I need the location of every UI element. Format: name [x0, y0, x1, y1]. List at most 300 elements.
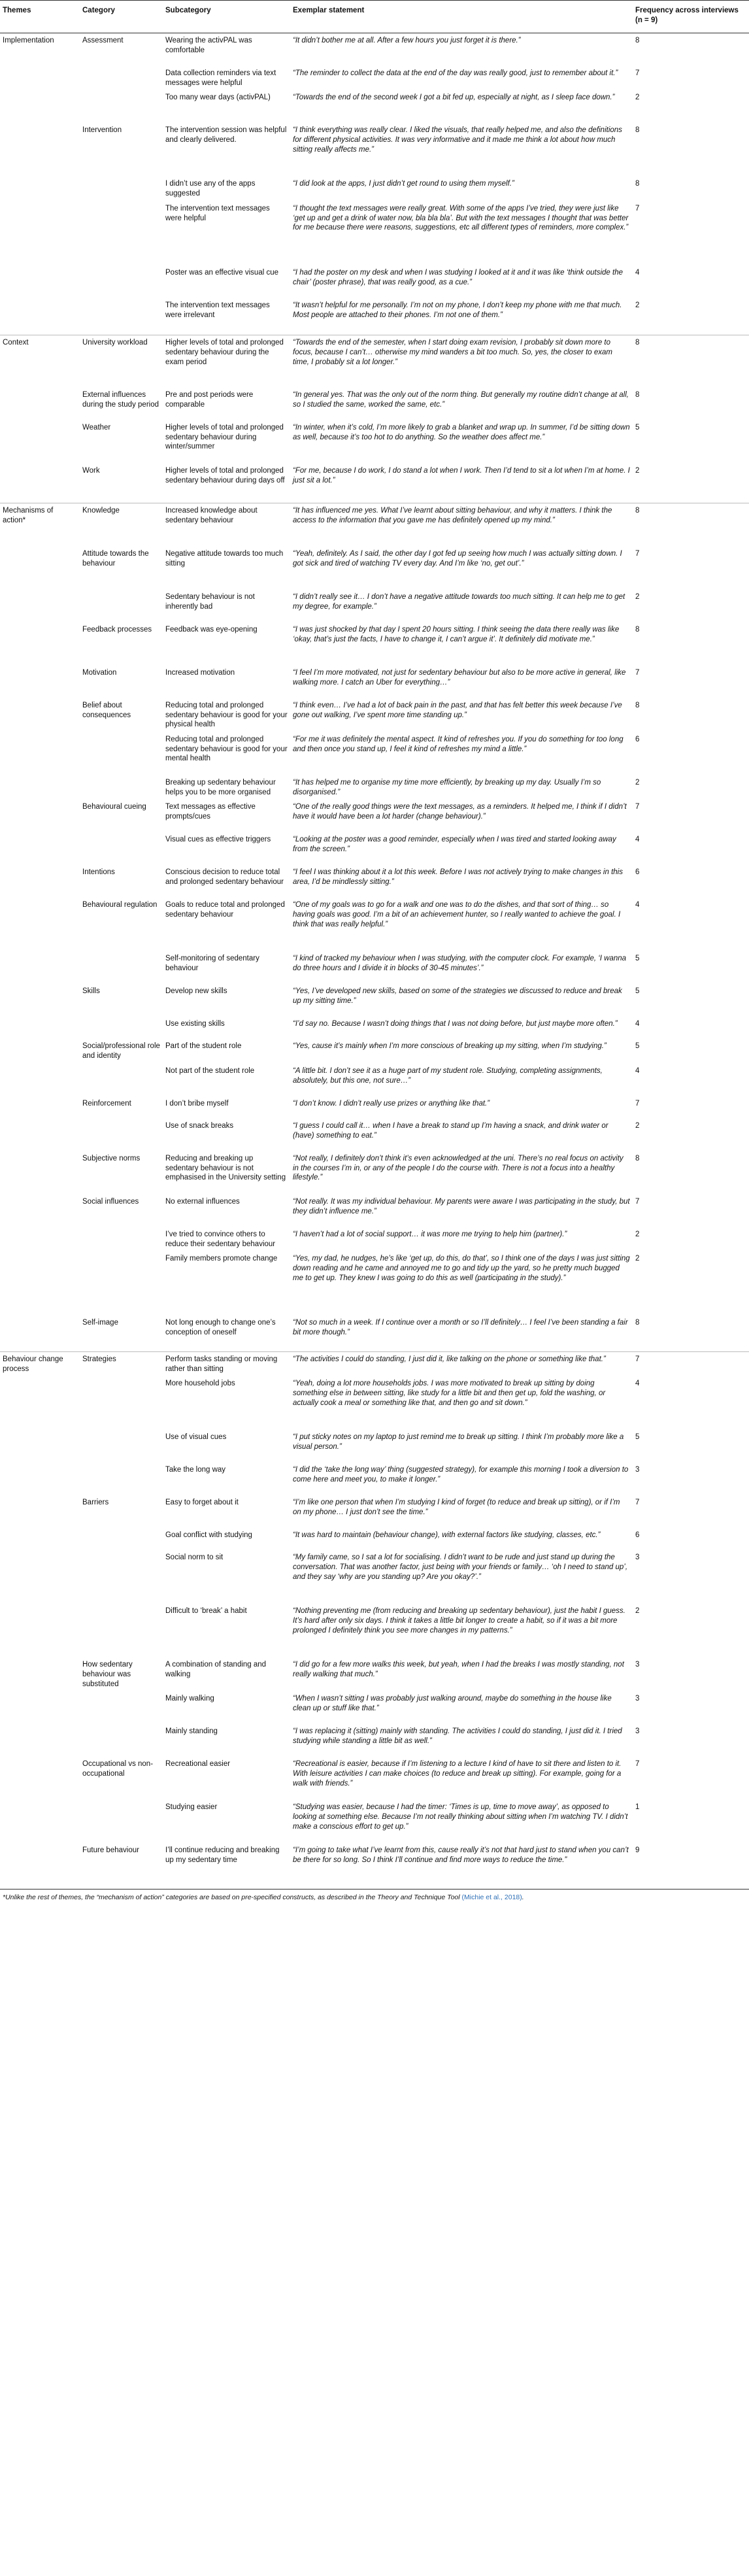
- theme-cell: [0, 1843, 80, 1889]
- table-row: [0, 1017, 749, 1039]
- subcategory-cell: Use of snack breaks: [165, 1121, 234, 1130]
- theme-cell: Mechanisms of action*: [3, 507, 54, 525]
- exemplar-statement-cell: “I think even… I’ve had a lot of back pain in the past, and that has felt better this week because I’ve gone out walking, I’ve spent more time standing up.”: [293, 701, 622, 719]
- table-row: [0, 388, 749, 420]
- theme-cell: [0, 1528, 80, 1550]
- subcategory-cell: Take the long way: [165, 1466, 226, 1474]
- subcategory-cell: Use existing skills: [165, 1020, 225, 1028]
- theme-cell: [0, 66, 80, 90]
- exemplar-statement-cell: “For me, because I do work, I do stand a lot when I work. Then I’d tend to sit a lot when I’m at home. I just sit a lot.”: [290, 464, 633, 503]
- subcategory-cell: Text messages as effective prompts/cues: [165, 803, 256, 821]
- frequency-cell: 2: [635, 1121, 640, 1130]
- subcategory-cell: The intervention session was helpful and clearly delivered.: [165, 126, 287, 144]
- exemplar-statement-cell: “I was just shocked by that day I spent 20 hours sitting. I think seeing the data there really was like ‘okay, that’s just the facts, I have to change it, I can’t argue it’. It definitely did motivate me.”: [293, 625, 620, 643]
- exemplar-statement-cell: “Not really. It was my individual behaviour. My parents were aware I was participating in the study, but they didn’t influence me.”: [293, 1197, 630, 1215]
- subcategory-cell: Family members promote change: [165, 1255, 278, 1263]
- subcategory-cell: Poster was an effective visual cue: [165, 268, 279, 277]
- subcategory-cell: Too many wear days (activPAL): [165, 93, 271, 102]
- subcategory-cell: Use of visual cues: [165, 1433, 227, 1442]
- header-subcategory: Subcategory: [163, 1, 290, 33]
- exemplar-statement-cell: “I feel I’m more motivated, not just for sedentary behaviour but also to be more active in general, like walking more. I catch an Uber for everything…”: [293, 668, 626, 686]
- category-cell: [80, 1550, 163, 1604]
- subcategory-cell: Higher levels of total and prolonged sedentary behaviour during days off: [163, 464, 290, 503]
- theme-cell: [0, 1064, 80, 1096]
- table-row: [0, 1119, 749, 1151]
- table-row: [0, 123, 749, 177]
- theme-cell: [0, 865, 80, 898]
- category-cell: [80, 1528, 163, 1550]
- header-exemplar-statement: Exemplar statement: [290, 1, 633, 33]
- category-cell: [80, 201, 163, 265]
- category-cell: Weather: [82, 423, 111, 432]
- frequency-cell: 8: [635, 390, 640, 399]
- frequency-cell: 3: [635, 1553, 640, 1562]
- table-row: [0, 898, 749, 951]
- subcategory-cell: Increased motivation: [165, 668, 235, 677]
- subcategory-cell: Goals to reduce total and prolonged sedentary behaviour: [165, 901, 285, 919]
- frequency-cell: 7: [635, 204, 640, 212]
- theme-cell: [0, 1039, 80, 1063]
- subcategory-cell: Sedentary behaviour is not inherently bad: [165, 592, 255, 611]
- frequency-cell: 3: [635, 1466, 640, 1474]
- table-row: [0, 1528, 749, 1550]
- frequency-cell: 2: [635, 1230, 640, 1238]
- exemplar-statement-cell: “Looking at the poster was a good reminder, especially when I was tired and started looking away from the screen.”: [293, 836, 616, 854]
- theme-cell: [0, 622, 80, 666]
- table-row: [0, 1724, 749, 1757]
- subcategory-cell: I’ll continue reducing and breaking up my sedentary time: [163, 1843, 290, 1889]
- exemplar-statement-cell: “I’d say no. Because I wasn’t doing things that I was not doing before, but just maybe more often.”: [293, 1020, 618, 1028]
- table-row: [0, 622, 749, 666]
- table-row: [0, 832, 749, 865]
- exemplar-statement-cell: “A little bit. I don’t see it as a huge part of my student role. Studying, completing assignments, absolutely, but this one, not sure…”: [293, 1066, 603, 1085]
- subcategory-cell: Difficult to ‘break’ a habit: [165, 1607, 247, 1616]
- theme-cell: [0, 1657, 80, 1691]
- category-cell: Feedback processes: [82, 625, 152, 634]
- table-footnote: [0, 1890, 749, 1905]
- theme-cell: [0, 177, 80, 201]
- theme-cell: [0, 298, 80, 335]
- exemplar-statement-cell: “One of my goals was to go for a walk and one was to do the dishes, and that sort of thing… so having goals was good. I’m a bit of an achievement hunter, so I really wanted to achieve the goal. I think that was really helpful.”: [293, 901, 621, 928]
- category-cell: [80, 1800, 163, 1843]
- frequency-cell: 2: [633, 298, 749, 335]
- frequency-cell: 5: [635, 1433, 640, 1442]
- table-row: [0, 1757, 749, 1800]
- category-cell: [80, 1463, 163, 1495]
- frequency-cell: 2: [635, 1255, 640, 1263]
- category-cell: [80, 1430, 163, 1463]
- subcategory-cell: Pre and post periods were comparable: [165, 390, 254, 409]
- category-cell: Occupational vs non-occupational: [82, 1760, 154, 1778]
- frequency-cell: 2: [635, 93, 640, 102]
- theme-cell: Behaviour change process: [3, 1355, 63, 1373]
- theme-cell: [0, 1800, 80, 1843]
- category-cell: [80, 732, 163, 775]
- subcategory-cell: Studying easier: [165, 1803, 218, 1812]
- theme-cell: [0, 388, 80, 420]
- frequency-cell: 4: [635, 901, 640, 909]
- exemplar-statement-cell: “I don’t know. I didn’t really use prizes or anything like that.”: [293, 1099, 490, 1108]
- theme-cell: [0, 1757, 80, 1800]
- theme-cell: [0, 590, 80, 622]
- table-row: [0, 1691, 749, 1724]
- frequency-cell: 2: [635, 592, 640, 601]
- frequency-cell: 5: [635, 955, 640, 963]
- table-row: [0, 335, 749, 388]
- category-cell: [80, 951, 163, 984]
- category-cell: Strategies: [82, 1355, 116, 1363]
- frequency-cell: 3: [635, 1727, 640, 1736]
- subcategory-cell: Mainly standing: [165, 1727, 218, 1736]
- exemplar-statement-cell: “I thought the text messages were really great. With some of the apps I’ve tried, they were just like ‘get up and get a drink of water now, bla bla bla’. But with the text messages I thought that was better for me because there were reasons, suggestions, etc all different types of reminders, more complex.”: [293, 204, 629, 232]
- exemplar-statement-cell: “I was replacing it (sitting) mainly with standing. The activities I could do standing, I just did it. I tried studying while standing a little bit as well.”: [293, 1727, 622, 1746]
- table-row: [0, 1430, 749, 1463]
- theme-cell: [0, 1195, 80, 1227]
- category-cell: Intentions: [82, 868, 115, 877]
- category-cell: External influences during the study period: [82, 390, 159, 409]
- table-row: [0, 775, 749, 800]
- theme-cell: [0, 1691, 80, 1724]
- exemplar-statement-cell: “I did the ‘take the long way’ thing (suggested strategy), for example this morning I took a diversion to come here and meet you, to make it longer.”: [293, 1466, 629, 1483]
- table-row: [0, 1657, 749, 1691]
- subcategory-cell: Data collection reminders via text messages were helpful: [165, 69, 276, 87]
- frequency-cell: 6: [635, 735, 640, 743]
- frequency-cell: 2: [633, 464, 749, 503]
- exemplar-statement-cell: “Yes, cause it’s mainly when I’m more conscious of breaking up my sitting, when I’m studying.”: [293, 1042, 607, 1051]
- subcategory-cell: Visual cues as effective triggers: [165, 836, 271, 844]
- subcategory-cell: Recreational easier: [165, 1760, 231, 1769]
- category-cell: Knowledge: [82, 507, 120, 515]
- category-cell: Work: [80, 464, 163, 503]
- subcategory-cell: Perform tasks standing or moving rather than sitting: [165, 1355, 278, 1373]
- category-cell: [80, 1251, 163, 1315]
- frequency-cell: 8: [635, 37, 640, 45]
- subcategory-cell: Not part of the student role: [165, 1066, 255, 1075]
- exemplar-statement-cell: “Yes, my dad, he nudges, he’s like ‘get up, do this, do that’, so I think one of the days I was just sitting down reading and he came and annoyed me to go and tidy up the yard, so he pretty much bugged me to get up. They knew I was going to do this as well (participating in the study).”: [293, 1255, 630, 1282]
- category-cell: Assessment: [82, 37, 124, 45]
- exemplar-statement-cell: “It wasn’t helpful for me personally. I’m not on my phone, I don’t keep my phone with me that much. Most people are attached to their phones. I’m not one of them.”: [290, 298, 633, 335]
- category-cell: [80, 775, 163, 800]
- table-row: [0, 503, 749, 547]
- table-row: [0, 951, 749, 984]
- header-frequency: Frequency across interviews (n = 9): [633, 1, 749, 33]
- exemplar-statement-cell: “I didn’t really see it… I don’t have a negative attitude towards too much sitting. It can help me to get my degree, for example.”: [293, 592, 625, 611]
- frequency-cell: 5: [635, 1042, 640, 1051]
- exemplar-statement-cell: “I guess I could call it… when I have a break to stand up I’m having a snack, and drink water or (have) something to eat.”: [293, 1121, 608, 1140]
- category-cell: [80, 832, 163, 865]
- exemplar-statement-cell: “I did look at the apps, I just didn’t get round to using them myself.”: [293, 180, 514, 188]
- exemplar-statement-cell: “I feel I was thinking about it a lot this week. Before I was not actively trying to make changes in this area, I’d be mindlessly sitting.”: [293, 868, 623, 887]
- subcategory-cell: Social norm to sit: [165, 1553, 224, 1562]
- frequency-cell: 7: [635, 69, 640, 77]
- frequency-cell: 8: [635, 625, 640, 634]
- table-row: [0, 732, 749, 775]
- theme-cell: [0, 265, 80, 298]
- table-row: [0, 1251, 749, 1315]
- table-row: [0, 590, 749, 622]
- theme-cell: [0, 1495, 80, 1528]
- category-cell: Skills: [82, 987, 100, 996]
- subcategory-cell: Not long enough to change one’s conception of oneself: [163, 1315, 290, 1351]
- theme-cell: [0, 1604, 80, 1657]
- category-cell: [80, 1017, 163, 1039]
- table-row: [0, 1351, 749, 1376]
- frequency-cell: 5: [635, 987, 640, 996]
- category-cell: [80, 1227, 163, 1251]
- table-row: [0, 1604, 749, 1657]
- subcategory-cell: Develop new skills: [165, 987, 227, 996]
- frequency-cell: 6: [635, 1531, 640, 1540]
- frequency-cell: 5: [635, 423, 640, 432]
- theme-cell: [0, 832, 80, 865]
- header-themes: Themes: [0, 1, 80, 33]
- frequency-cell: 8: [635, 1154, 640, 1162]
- theme-cell: [0, 1376, 80, 1430]
- frequency-cell: 8: [635, 126, 640, 135]
- theme-cell: [0, 1430, 80, 1463]
- exemplar-statement-cell: “Towards the end of the second week I got a bit fed up, especially at night, as I sleep face down.”: [293, 93, 615, 102]
- frequency-cell: 4: [635, 836, 640, 844]
- table-row: [0, 698, 749, 732]
- theme-cell: [0, 732, 80, 775]
- frequency-cell: 2: [635, 778, 640, 787]
- exemplar-statement-cell: “It has helped me to organise my time more efficiently, by breaking up my day. Usually I’m so disorganised.”: [293, 778, 601, 796]
- frequency-cell: 8: [635, 701, 640, 709]
- subcategory-cell: A combination of standing and walking: [165, 1661, 267, 1678]
- subcategory-cell: Reducing total and prolonged sedentary behaviour is good for your mental health: [165, 735, 288, 763]
- exemplar-statement-cell: “Studying was easier, because I had the timer: ‘Times is up, time to move away’, as opposed to looking at something else. Because I’m not really thinking about sitting when I’m watching TV. I didn’t make a conscious effort to get up.”: [293, 1803, 628, 1831]
- exemplar-statement-cell: “I think everything was really clear. I liked the visuals, that really helped me, and also the definitions for different physical activities. It was very informative and it made me think a lot about how much sitting really affects me.”: [293, 126, 622, 154]
- exemplar-statement-cell: “It was hard to maintain (behaviour change), with external factors like studying, classes, etc.”: [293, 1531, 601, 1540]
- footnote-end: .: [522, 1893, 524, 1901]
- frequency-cell: 7: [635, 1499, 640, 1507]
- subcategory-cell: Breaking up sedentary behaviour helps you to be more organised: [165, 778, 276, 796]
- table-body: [0, 33, 749, 1889]
- category-cell: Reinforcement: [82, 1099, 131, 1108]
- footnote-citation-link[interactable]: (Michie et al., 2018): [461, 1893, 522, 1901]
- exemplar-statement-cell: “One of the really good things were the text messages, as a reminders. It helped me, I think if I didn’t have it would have been a lot harder (change behaviour).”: [293, 803, 627, 821]
- table-row: [0, 1195, 749, 1227]
- frequency-cell: 4: [635, 1380, 640, 1388]
- subcategory-cell: I don’t bribe myself: [165, 1099, 229, 1108]
- subcategory-cell: Feedback was eye-opening: [165, 625, 258, 634]
- frequency-cell: 8: [635, 339, 640, 347]
- theme-cell: [0, 1119, 80, 1151]
- exemplar-statement-cell: “The activities I could do standing, I just did it, like talking on the phone or something like that.”: [293, 1355, 606, 1363]
- category-cell: [80, 1691, 163, 1724]
- category-cell: Social influences: [82, 1197, 139, 1206]
- table-row: [0, 1096, 749, 1119]
- table-row: [0, 420, 749, 464]
- theme-cell: [0, 666, 80, 698]
- exemplar-statement-cell: “I haven’t had a lot of social support… it was more me trying to help him (partner).”: [293, 1230, 567, 1238]
- category-cell: Future behaviour: [80, 1843, 163, 1889]
- exemplar-statement-cell: “I’m like one person that when I’m studying I kind of forget (to reduce and break up sitting), or if I’m on my phone… I just don’t see the time.”: [293, 1499, 620, 1516]
- theme-cell: [0, 420, 80, 464]
- exemplar-statement-cell: “Yes, I’ve developed new skills, based on some of the strategies we discussed to reduce and break up my sitting time.”: [293, 987, 622, 1006]
- subcategory-cell: The intervention text messages were helpful: [165, 204, 270, 222]
- exemplar-statement-cell: “Nothing preventing me (from reducing and breaking up sedentary behaviour), just the habit I guess. It’s hard after only six days. I think it takes a little bit longer to create a habit, so if it was a bit more prolonged I definitely think you see more changes in my patterns.”: [293, 1607, 625, 1635]
- category-cell: [80, 1064, 163, 1096]
- table-row: [0, 1064, 749, 1096]
- category-cell: University workload: [82, 339, 148, 347]
- exemplar-statement-cell: “I did go for a few more walks this week, but yeah, when I had the breaks I was mostly standing, not really walking that much.”: [293, 1661, 624, 1678]
- header-category: Category: [80, 1, 163, 33]
- category-cell: Social/professional role and identity: [82, 1042, 160, 1060]
- subcategory-cell: Negative attitude towards too much sitting: [165, 549, 284, 568]
- exemplar-statement-cell: “I kind of tracked my behaviour when I was studying, with the computer clock. For example, ‘I wanna do three hours and I divide it in blocks of 30-45 minutes’.”: [293, 955, 627, 973]
- theme-cell: Implementation: [3, 37, 54, 45]
- exemplar-statement-cell: “I’m going to take what I’ve learnt from this, cause really it’s not that hard just to stand when you can’t be there for so long. So I think I’ll continue and find more ways to reduce the time.”: [290, 1843, 633, 1889]
- table-row: [0, 1227, 749, 1251]
- subcategory-cell: The intervention text messages were irrelevant: [163, 298, 290, 335]
- footnote-text: *Unlike the rest of themes, the “mechanism of action” categories are based on pre-specified constructs, as described in the Theory and Technique Tool: [3, 1893, 460, 1901]
- exemplar-statement-cell: “Yeah, definitely. As I said, the other day I got fed up seeing how much I was actually sitting down. I got sick and tired of watching TV every day. And I’m like ‘no, get out’.”: [293, 549, 622, 568]
- table-row: [0, 1376, 749, 1430]
- theme-cell: [0, 1096, 80, 1119]
- theme-cell: [0, 1724, 80, 1757]
- frequency-cell: 1: [635, 1803, 640, 1812]
- category-cell: [80, 1724, 163, 1757]
- theme-cell: Context: [3, 339, 29, 347]
- table-row: [0, 1039, 749, 1063]
- exemplar-statement-cell: “Not so much in a week. If I continue over a month or so I’ll definitely… I feel I’ve been standing a fair bit more though.”: [290, 1315, 633, 1351]
- category-cell: [80, 66, 163, 90]
- frequency-cell: 6: [635, 868, 640, 877]
- exemplar-statement-cell: “The reminder to collect the data at the end of the day was really good, just to remember about it.”: [293, 69, 618, 77]
- table-row: [0, 666, 749, 698]
- frequency-cell: 7: [635, 1099, 640, 1108]
- subcategory-cell: Mainly walking: [165, 1695, 214, 1703]
- category-cell: [80, 265, 163, 298]
- exemplar-statement-cell: “When I wasn’t sitting I was probably just walking around, maybe do something in the house like clean up or stuff like that.”: [293, 1695, 612, 1713]
- theme-cell: [0, 984, 80, 1017]
- frequency-cell: 4: [635, 1066, 640, 1075]
- subcategory-cell: Easy to forget about it: [165, 1499, 239, 1507]
- table-row: [0, 464, 749, 503]
- table-row: [0, 1463, 749, 1495]
- frequency-cell: 7: [635, 1197, 640, 1206]
- exemplar-statement-cell: “In winter, when it’s cold, I’m more likely to grab a blanket and wrap up. In summer, I’d be sitting down as well, because it’s too hot to do anything. So the weather does affect me.”: [293, 423, 630, 441]
- theme-cell: [0, 951, 80, 984]
- exemplar-statement-cell: “In general yes. That was the only out of the norm thing. But generally my routine didn’t change at all, so I studied the same, worked the same, etc.”: [293, 390, 629, 409]
- frequency-cell: 7: [635, 1760, 640, 1769]
- category-cell: [80, 298, 163, 335]
- theme-cell: [0, 698, 80, 732]
- table-row: [0, 865, 749, 898]
- exemplar-statement-cell: “I had the poster on my desk and when I was studying I looked at it and it was like ‘think outside the chair’ (poster phrase), that was really good, as a cue.”: [293, 268, 624, 286]
- table-row: [0, 1550, 749, 1604]
- exemplar-statement-cell: “It didn’t bother me at all. After a few hours you just forget it is there.”: [293, 37, 521, 45]
- frequency-cell: 3: [635, 1695, 640, 1703]
- exemplar-statement-cell: “My family came, so I sat a lot for socialising. I didn’t want to be rude and just stand up during the conversation. That was another factor, just being with your friends or family… ‘oh I need to stand up’, and they say ‘why are you standing up? Are you okay?’.”: [293, 1553, 628, 1581]
- subcategory-cell: Part of the student role: [165, 1042, 242, 1051]
- subcategory-cell: Goal conflict with studying: [165, 1531, 252, 1540]
- category-cell: [80, 1119, 163, 1151]
- table-row: [0, 800, 749, 832]
- category-cell: Self-image: [80, 1315, 163, 1351]
- table-row: [0, 298, 749, 335]
- table-row: [0, 265, 749, 298]
- frequency-cell: 8: [633, 1315, 749, 1351]
- table-row: [0, 201, 749, 265]
- theme-cell: [0, 1315, 80, 1351]
- table-row: [0, 90, 749, 123]
- theme-cell: [0, 464, 80, 503]
- table-row: [0, 1800, 749, 1843]
- theme-cell: [0, 123, 80, 177]
- category-cell: Subjective norms: [82, 1154, 141, 1162]
- subcategory-cell: Reducing and breaking up sedentary behaviour is not emphasised in the University setting: [165, 1154, 286, 1182]
- theme-cell: [0, 1227, 80, 1251]
- subcategory-cell: Conscious decision to reduce total and prolonged sedentary behaviour: [165, 868, 284, 887]
- frequency-cell: 8: [635, 507, 640, 515]
- exemplar-statement-cell: “I put sticky notes on my laptop to just remind me to break up sitting. I think I’m probably more like a visual person.”: [293, 1433, 624, 1451]
- subcategory-cell: I’ve tried to convince others to reduce their sedentary behaviour: [165, 1230, 276, 1248]
- category-cell: [80, 1376, 163, 1430]
- subcategory-cell: Wearing the activPAL was comfortable: [165, 37, 252, 55]
- table-header: [0, 1, 749, 33]
- table-row: [0, 1315, 749, 1351]
- table-row: [0, 984, 749, 1017]
- category-cell: How sedentary behaviour was substituted: [82, 1661, 133, 1688]
- frequency-cell: 9: [633, 1843, 749, 1889]
- theme-cell: [0, 547, 80, 590]
- exemplar-statement-cell: “Towards the end of the semester, when I start doing exam revision, I probably sit down more to focus, because I can’t… otherwise my mind wanders a bit too much. So, yes, the closer to exam time, I probably sit a lot longer.”: [293, 339, 612, 366]
- category-cell: Belief about consequences: [82, 701, 131, 719]
- category-cell: Intervention: [82, 126, 122, 135]
- subcategory-cell: Increased knowledge about sedentary behaviour: [165, 507, 258, 525]
- subcategory-cell: I didn’t use any of the apps suggested: [165, 180, 256, 198]
- exemplar-statement-cell: “For me it was definitely the mental aspect. It kind of refreshes you. If you do something for too long and then once you stand up, I feel it kind of refreshes my mind a little.”: [293, 735, 624, 753]
- frequency-cell: 4: [635, 268, 640, 277]
- table-row: [0, 66, 749, 90]
- frequency-cell: 4: [635, 1020, 640, 1028]
- category-cell: [80, 1604, 163, 1657]
- header-row: [0, 1, 749, 33]
- frequency-cell: 7: [635, 549, 640, 558]
- category-cell: Attitude towards the behaviour: [82, 549, 149, 568]
- category-cell: Motivation: [82, 668, 117, 677]
- subcategory-cell: Higher levels of total and prolonged sedentary behaviour during the exam period: [165, 339, 284, 366]
- exemplar-statement-cell: “Yeah, doing a lot more households jobs. I was more motivated to break up sitting by doing something else in between sitting, like study for a little bit and then get up, fold the washing, or actually cook a meal or something like that, and then go and sit down.”: [293, 1380, 606, 1407]
- exemplar-statement-cell: “It has influenced me yes. What I’ve learnt about sitting behaviour, and why it matters. I think the access to the information that you gave me has definitely opened up my mind.”: [293, 507, 612, 525]
- frequency-cell: 2: [635, 1607, 640, 1616]
- theme-cell: [0, 1017, 80, 1039]
- theme-cell: [0, 1251, 80, 1315]
- theme-cell: [0, 1463, 80, 1495]
- category-cell: [80, 90, 163, 123]
- theme-cell: [0, 201, 80, 265]
- category-cell: [80, 177, 163, 201]
- subcategory-cell: Reducing total and prolonged sedentary behaviour is good for your physical health: [165, 701, 288, 729]
- subcategory-cell: Self-monitoring of sedentary behaviour: [165, 955, 259, 973]
- theme-cell: [0, 90, 80, 123]
- table-row: [0, 1151, 749, 1195]
- table-row: [0, 1495, 749, 1528]
- theme-cell: [0, 1151, 80, 1195]
- exemplar-statement-cell: “Recreational is easier, because if I’m listening to a lecture I kind of have to sit there and listen to it. With leisure activities I can make choices (to reduce and break up sitting). For example, going for a walk with friends.”: [293, 1760, 622, 1788]
- subcategory-cell: More household jobs: [165, 1380, 235, 1388]
- category-cell: Behavioural cueing: [82, 803, 146, 811]
- table-row: [0, 33, 749, 66]
- table-row: [0, 1843, 749, 1889]
- frequency-cell: 3: [635, 1661, 640, 1669]
- frequency-cell: 7: [635, 1355, 640, 1363]
- frequency-cell: 8: [635, 180, 640, 188]
- theme-cell: [0, 800, 80, 832]
- exemplar-statement-cell: “Not really, I definitely don’t think it’s even acknowledged at the uni. There’s no real focus on activity in the courses I’m in, or any of the people I do the course with. There is not a focus into a healthy lifestyle.”: [293, 1154, 624, 1182]
